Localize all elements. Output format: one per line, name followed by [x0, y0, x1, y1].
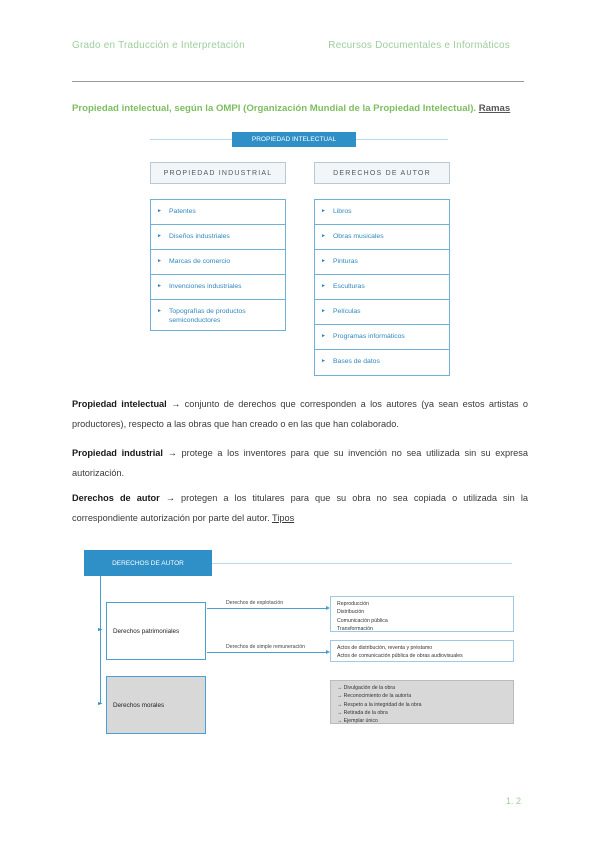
- list-item: ► Patentes: [151, 200, 285, 225]
- bullet-icon: ►: [321, 308, 326, 314]
- arrow-icon: →: [167, 448, 177, 458]
- bullet-icon: ►: [157, 233, 162, 239]
- copyright-heading: DERECHOS DE AUTOR: [314, 162, 450, 184]
- bullet-icon: ►: [321, 358, 326, 364]
- header-left: Grado en Traducción e Interpretación: [72, 40, 245, 51]
- bullet-icon: ►: [321, 233, 326, 239]
- bullet-icon: ►: [321, 258, 326, 264]
- list-item: ► Diseños industriales: [151, 225, 285, 250]
- bullet-icon: ►: [321, 283, 326, 289]
- industrial-property-list: [150, 199, 286, 331]
- paragraph-intellectual-property: Propiedad intelectual → conjunto de derechos que corresponden a los autores (ya sean estos artistas o productores), respecto a las obras que han creado o en las que han colaborado.: [72, 399, 528, 429]
- paragraph-industrial-property: Propiedad industrial → protege a los inventores para que su invención no sea utilizada sin su expresa autorización.: [72, 448, 528, 478]
- industrial-property-heading: PROPIEDAD INDUSTRIAL: [150, 162, 286, 184]
- list-item: ► Marcas de comercio: [151, 250, 285, 275]
- list-item: ► Obras musicales: [315, 225, 449, 250]
- arrow-icon: →: [165, 493, 175, 503]
- page-number: 1. 2: [506, 796, 522, 806]
- remuneration-rights-label: Derechos de simple remuneración: [226, 644, 306, 650]
- arrow-icon: →: [171, 399, 181, 409]
- bullet-icon: ►: [157, 208, 162, 214]
- bullet-icon: ►: [157, 308, 162, 314]
- term-industrial-property: Propiedad industrial: [72, 448, 163, 458]
- page-header: [72, 40, 510, 51]
- bullet-icon: ►: [157, 258, 162, 264]
- list-item: ► Bases de datos: [321, 358, 380, 365]
- list-item: ► Esculturas: [315, 275, 449, 300]
- header-right: Recursos Documentales e Informáticos: [328, 40, 510, 51]
- branch-marker-icon: ►: [98, 700, 103, 707]
- intellectual-property-diagram: [144, 128, 454, 380]
- section-title: [72, 103, 532, 114]
- tipos-link[interactable]: Tipos: [272, 513, 295, 523]
- copyright-column: [314, 162, 450, 376]
- list-item: ► Invenciones industriales: [151, 275, 285, 300]
- diagram-vertical-line: [100, 576, 101, 704]
- copyright-list: [314, 199, 450, 376]
- diagram-head-line: [212, 563, 512, 564]
- industrial-property-column: [150, 162, 286, 331]
- exploitation-rights-label: Derechos de explotación: [226, 600, 284, 606]
- list-item: ► Programas informáticos: [315, 325, 449, 350]
- moral-rights-box: Derechos morales: [106, 676, 206, 734]
- arrow-right-icon: [207, 652, 327, 653]
- ramas-link[interactable]: Ramas: [478, 103, 511, 114]
- arrow-right-icon: [207, 608, 327, 609]
- remuneration-rights-list: Actos de distribución, reventa y préstamo Actos de comunicación pública de obras audiovisuales: [330, 640, 514, 662]
- copyright-types-diagram: [80, 550, 516, 740]
- paragraph-copyright: Derechos de autor → protegen a los titulares para que su obra no sea copiada o utilizada sin la correspondiente autorización por parte del autor. Tipos: [72, 493, 528, 523]
- bullet-icon: ►: [157, 283, 162, 289]
- list-item: ► Películas: [315, 300, 449, 325]
- header-divider: [72, 81, 524, 82]
- term-copyright: Derechos de autor: [72, 493, 160, 503]
- bullet-icon: ►: [321, 333, 326, 339]
- exploitation-rights-list: Reproducción Distribución Comunicación pública Transformación: [330, 596, 514, 632]
- list-item: ► Libros: [315, 200, 449, 225]
- list-item: ► Pinturas: [315, 250, 449, 275]
- diagram-title: PROPIEDAD INTELECTUAL: [232, 132, 356, 147]
- term-intellectual-property: Propiedad intelectual: [72, 399, 167, 409]
- copyright-diagram-title: DERECHOS DE AUTOR: [84, 550, 212, 576]
- moral-rights-list: → Divulgación de la obra → Reconocimiento de la autoría → Respeto a la integridad de la obra → Retirada de la obra → Ejemplar único: [330, 680, 514, 724]
- bullet-icon: ►: [321, 208, 326, 214]
- branch-marker-icon: ►: [98, 626, 103, 633]
- patrimonial-rights-box: Derechos patrimoniales: [106, 602, 206, 660]
- list-item: ► Topografías de productos semiconductores: [157, 308, 246, 325]
- section-title-text: Propiedad intelectual, según la OMPI (Organización Mundial de la Propiedad Intelectual).: [72, 103, 479, 114]
